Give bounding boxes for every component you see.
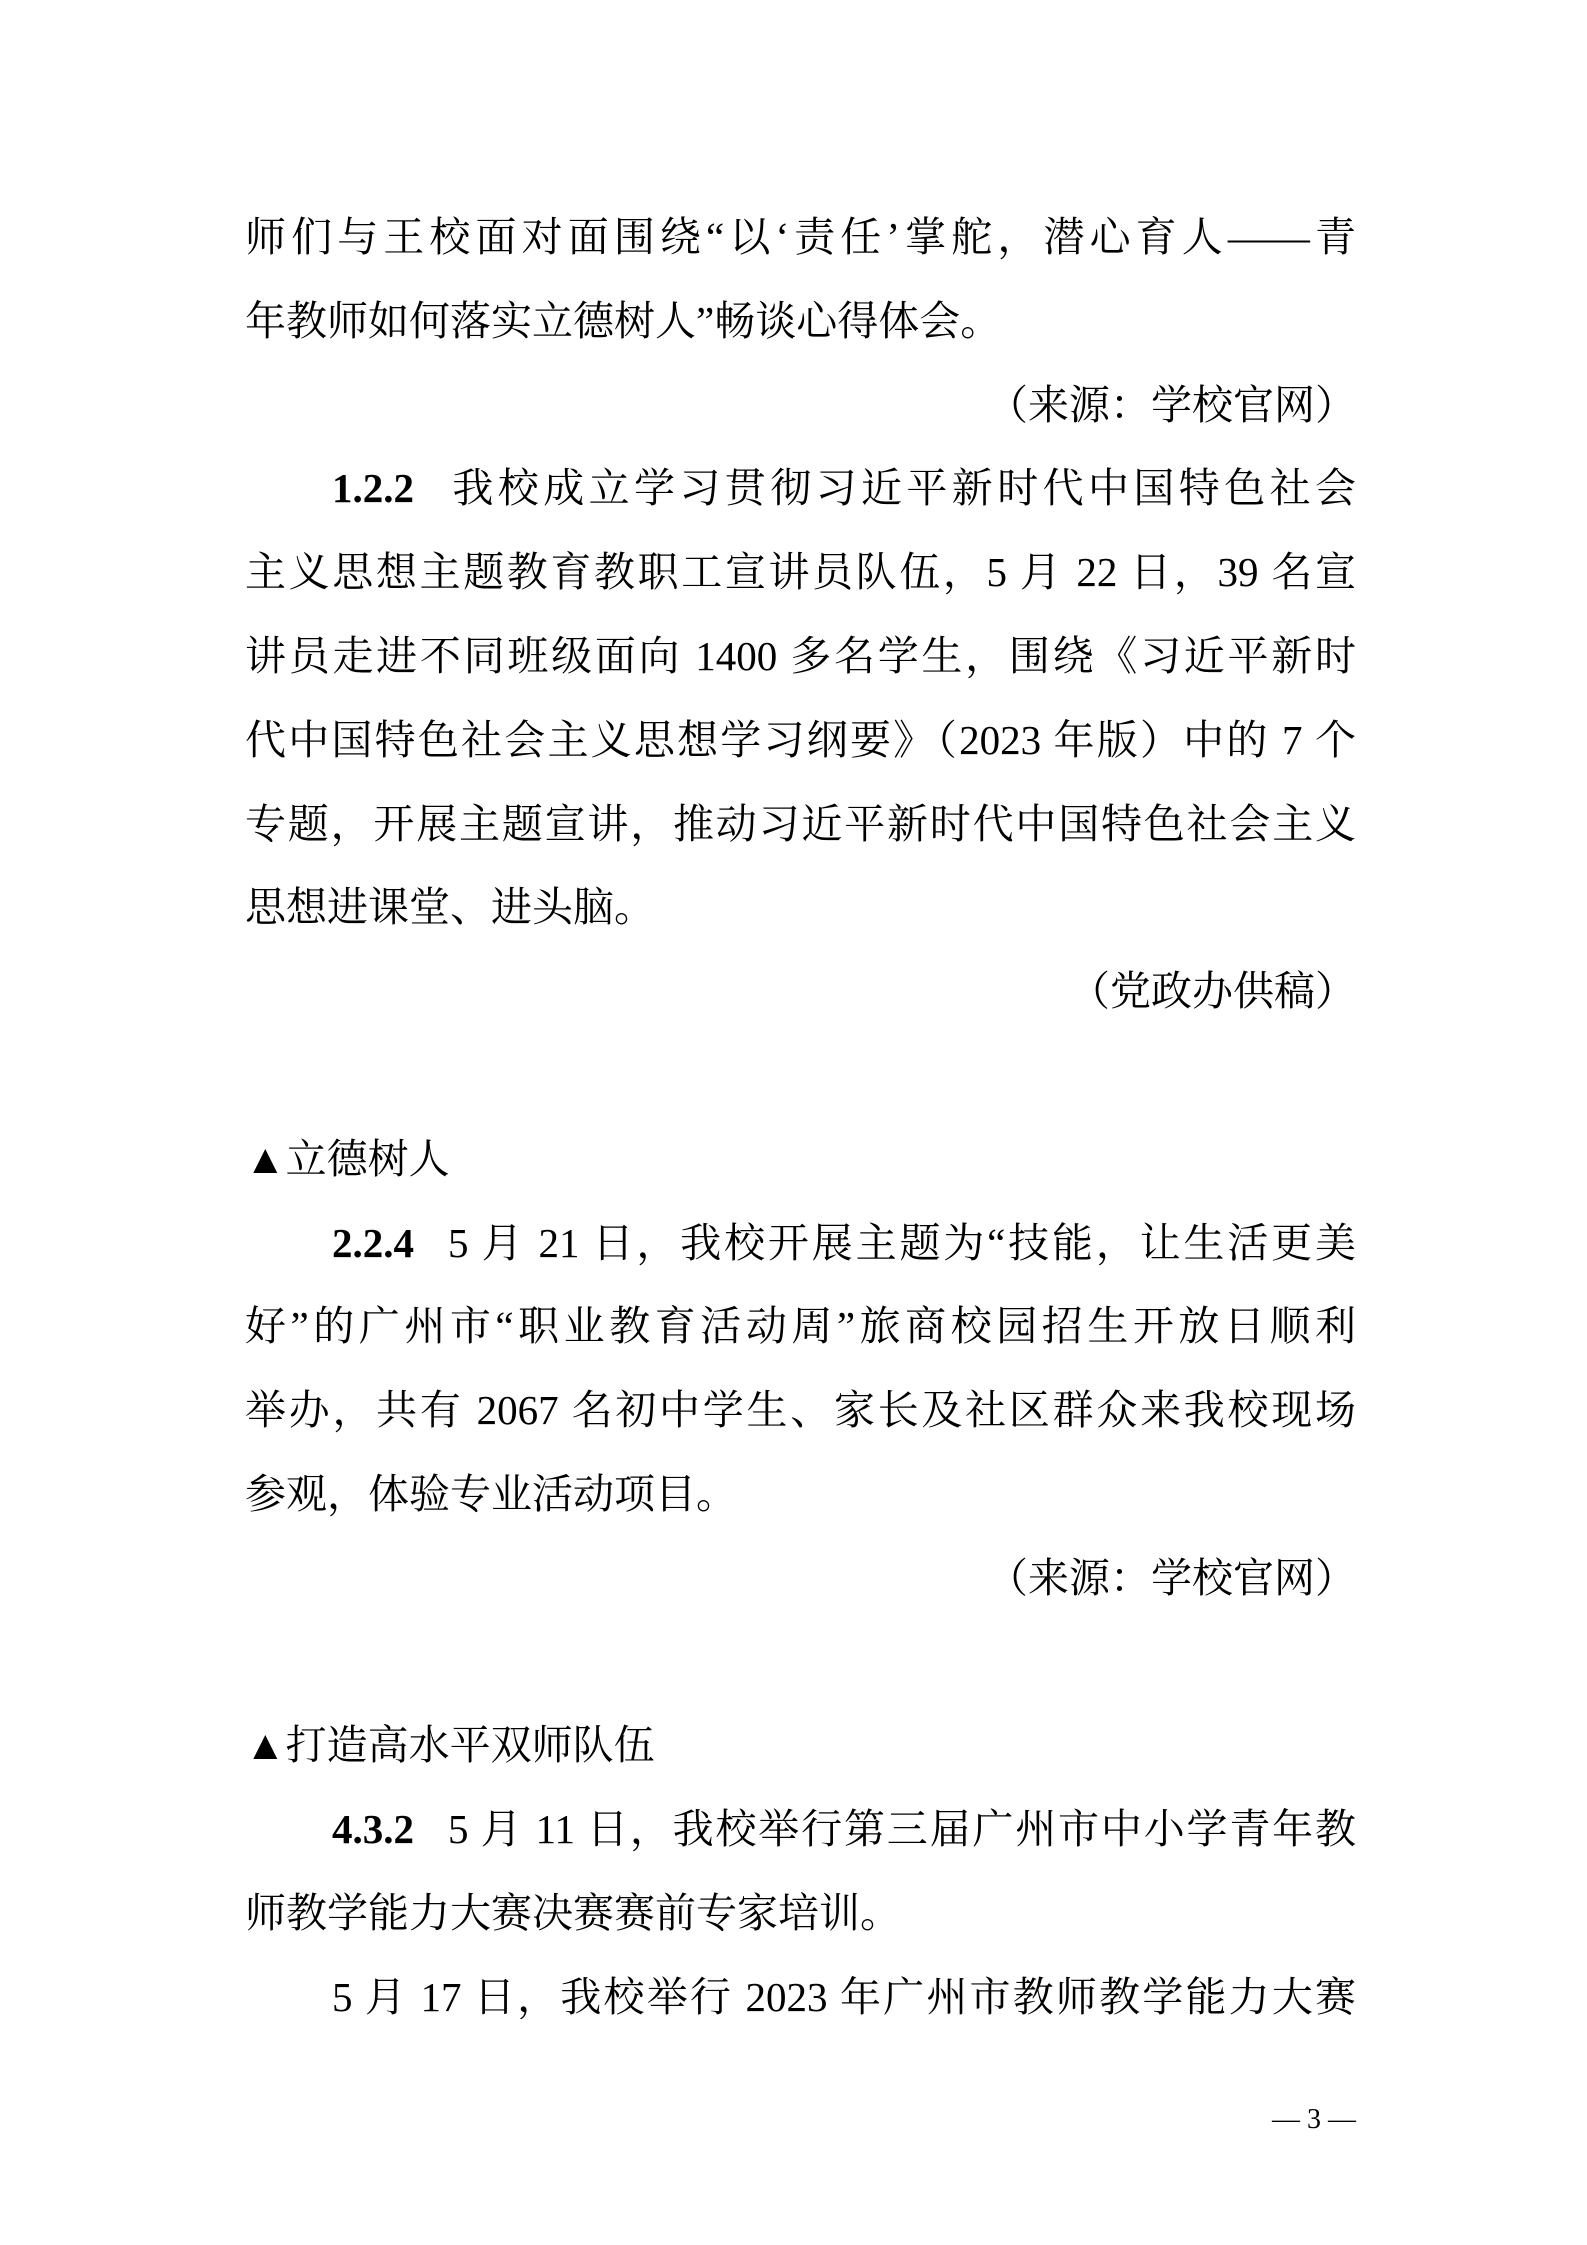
body-line: 思想进课堂、进头脑。 [245,884,655,931]
page-number: — 3 — [1272,2104,1356,2135]
body-line: 代中国特色社会主义思想学习纲要》（2023 年版）中的 7 个 [245,716,1356,763]
body-text: 5 月 21 日，我校开展主题为“技能，让生活更美 [448,1219,1356,1266]
section-heading: ▲打造高水平双师队伍 [245,1722,655,1769]
body-text: 5 月 11 日，我校举行第三届广州市中小学青年教 [448,1806,1356,1853]
item-first-line [245,447,1356,531]
page-body [245,196,1356,2040]
item-number: 1.2.2 [332,465,414,512]
blank-line [245,1034,1356,1118]
blank-line [245,1621,1356,1705]
body-line: 讲员走进不同班级面向 1400 多名学生，围绕《习近平新时 [245,632,1356,679]
item-number: 2.2.4 [332,1219,414,1266]
item-first-line [245,1202,1356,1286]
body-line: 年教师如何落实立德树人”畅谈心得体会。 [245,297,1002,344]
body-line: 举办，共有 2067 名初中学生、家长及社区群众来我校现场 [245,1387,1356,1434]
section-heading: ▲立德树人 [245,1135,450,1182]
body-text: 我校成立学习贯彻习近平新时代中国特色社会 [448,465,1356,512]
body-line: 参观，体验专业活动项目。 [245,1470,737,1517]
paragraph-first-line: 5 月 17 日，我校举行 2023 年广州市教师教学能力大赛 [332,1973,1356,2020]
source-note: （来源：学校官网） [987,381,1356,428]
body-line: 师们与王校面对面围绕“以‘责任’掌舵，潜心育人——青 [245,214,1356,260]
body-line: 师教学能力大赛决赛赛前专家培训。 [245,1889,901,1936]
item-number: 4.3.2 [332,1806,414,1853]
source-note: （来源：学校官网） [987,1554,1356,1601]
body-line: 专题，开展主题宣讲，推动习近平新时代中国特色社会主义 [245,800,1356,847]
source-note: （党政办供稿） [1069,968,1356,1015]
body-line: 主义思想主题教育教职工宣讲员队伍，5 月 22 日，39 名宣 [245,549,1356,596]
body-line: 好”的广州市“职业教育活动周”旅商校园招生开放日顺利 [245,1303,1356,1350]
item-first-line [245,1788,1356,1872]
